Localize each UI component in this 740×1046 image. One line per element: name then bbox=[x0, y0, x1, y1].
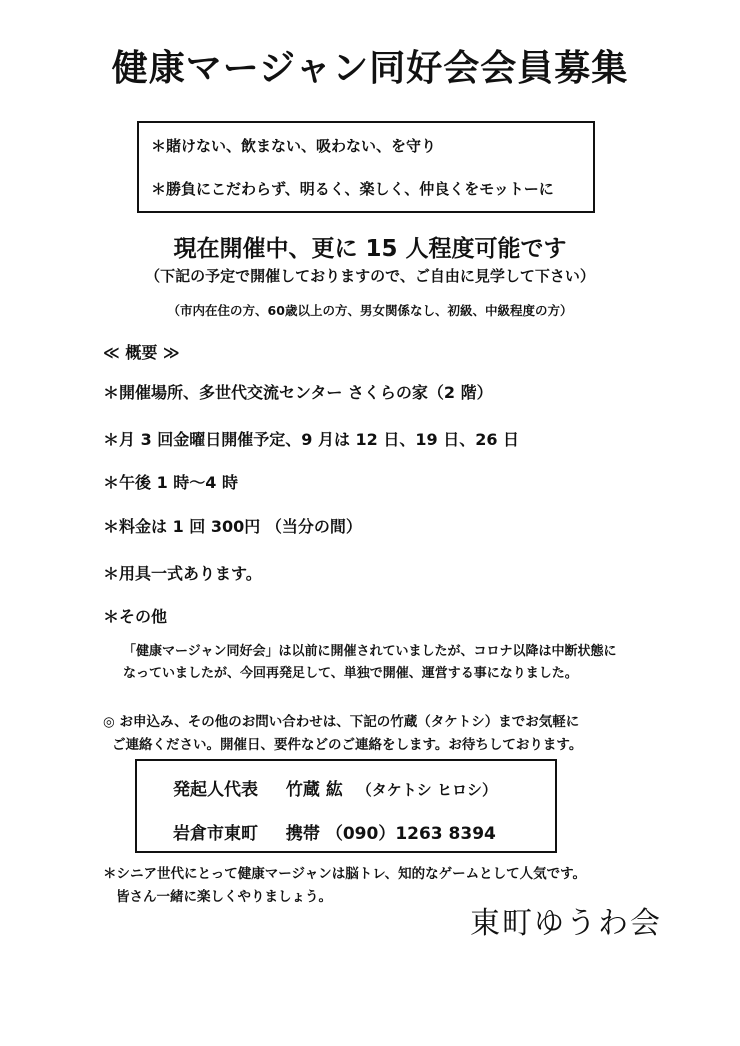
address-label: 岩倉市東町 bbox=[173, 824, 258, 844]
other-note-line: 「健康マージャン同好会」は以前に開催されていましたが、コロナ以降は中断状態に bbox=[123, 644, 617, 659]
phone-number: 携帯 （090）1263 8394 bbox=[285, 824, 496, 844]
detail-time: ＊午後 1 時～4 時 bbox=[103, 473, 238, 492]
footer-line: ＊シニア世代にとって健康マージャンは脳トレ、知的なゲームとして人気です。 bbox=[103, 866, 587, 882]
detail-equipment: ＊用具一式あります。 bbox=[103, 564, 262, 583]
eligibility-note: （市内在住の方、60歳以上の方、男女関係なし、初級、中級程度の方） bbox=[167, 303, 573, 318]
club-signature: 東町ゆうわ会 bbox=[470, 906, 662, 941]
motto-line: ＊賭けない、飲まない、吸わない、を守り bbox=[151, 137, 437, 155]
organizer-reading: （タケトシ ヒロシ） bbox=[356, 781, 497, 799]
detail-other: ＊その他 bbox=[103, 607, 168, 626]
contact-row-phone bbox=[173, 819, 496, 844]
contact-row-organizer bbox=[173, 775, 497, 800]
overview-heading: ≪ 概要 ≫ bbox=[103, 343, 180, 362]
inquiry-line: ご連絡ください。開催日、要件などのご連絡をします。お待ちしております。 bbox=[112, 737, 583, 753]
motto-box bbox=[137, 121, 595, 213]
page-title: 健康マージャン同好会会員募集 bbox=[111, 48, 629, 89]
recruiting-headline: 現在開催中、更に 15 人程度可能です bbox=[173, 236, 567, 262]
other-note-line: なっていましたが、今回再発足して、単独で開催、運営する事になりました。 bbox=[123, 666, 578, 681]
detail-schedule: ＊月 3 回金曜日開催予定、9 月は 12 日、19 日、26 日 bbox=[103, 430, 520, 449]
detail-fee: ＊料金は 1 回 300円 （当分の間） bbox=[103, 517, 362, 536]
footer-line: 皆さん一緒に楽しくやりましょう。 bbox=[116, 889, 332, 905]
organizer-name: 竹蔵 紘 bbox=[285, 780, 343, 800]
visit-note: （下記の予定で開催しておりますので、ご自由に見学して下さい） bbox=[145, 267, 595, 285]
contact-box bbox=[135, 759, 557, 853]
motto-line: ＊勝負にこだわらず、明るく、楽しく、仲良くをモットーに bbox=[151, 180, 554, 198]
organizer-label: 発起人代表 bbox=[173, 780, 258, 800]
detail-venue: ＊開催場所、多世代交流センター さくらの家（2 階） bbox=[103, 383, 493, 402]
inquiry-line: ◎ お申込み、その他のお問い合わせは、下記の竹蔵（タケトシ）までお気軽に bbox=[103, 714, 580, 730]
